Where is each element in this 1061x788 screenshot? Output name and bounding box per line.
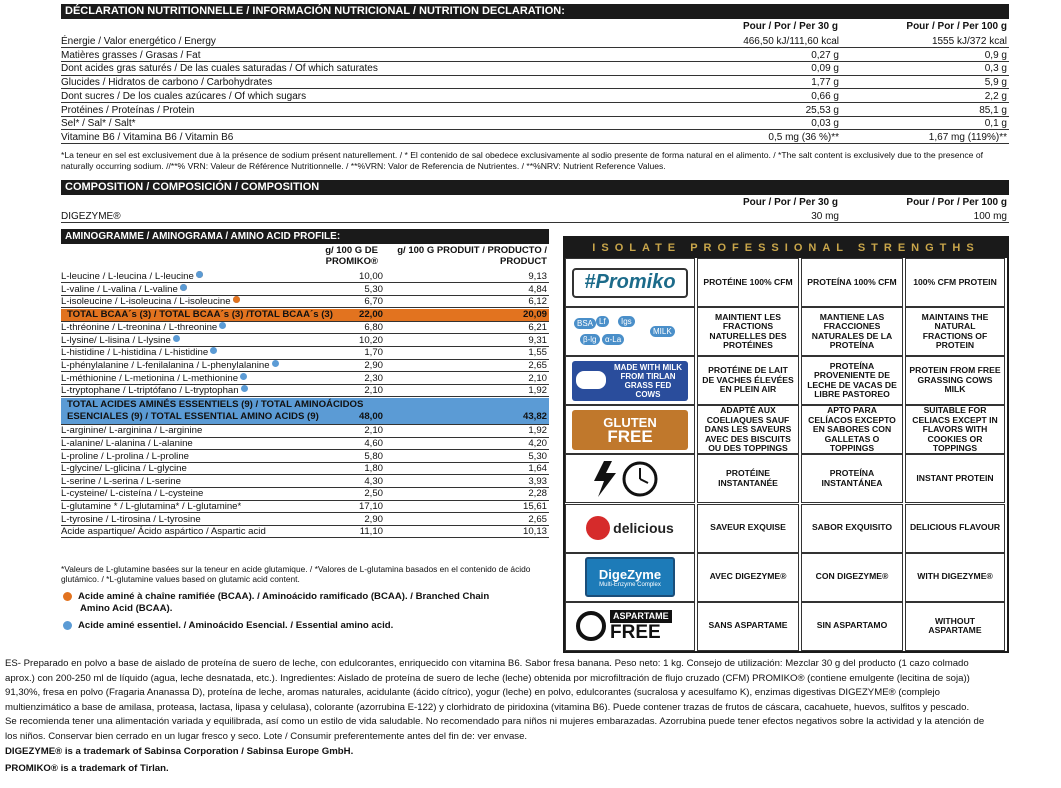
nutrition-label: Glucides / Hidratos de carbono / Carbohydrates	[61, 77, 273, 89]
description-line: los niños. Conservar bien cerrado en un lugar fresco y seco. Lote / Consumir preferentemente antes del fin de: ver envase.	[5, 730, 528, 742]
amino-label: L-alanine/ L-alanina / L-alanine	[61, 437, 193, 449]
amino-row	[61, 526, 549, 538]
red-swirl-icon	[586, 516, 610, 540]
product-description	[5, 657, 1055, 744]
amino-label: L-tryptophane / L-triptófano / L-tryptophan	[61, 385, 239, 397]
amino-value-product: 4,84	[528, 283, 547, 295]
amino-label: L-tyrosine / L-tirosina / L-tyrosine	[61, 513, 201, 525]
amino-label: L-histidine / L-histidina / L-histidine	[61, 347, 208, 359]
amino-value-product: 1,92	[528, 385, 547, 397]
amino-label: L-valine / L-valina / L-valine	[61, 284, 178, 296]
badge-digezyme	[565, 553, 695, 602]
amino-label: L-arginine/ L-arginina / L-arginine	[61, 425, 203, 437]
strength-cell: MAINTIENT LES FRACTIONS NATURELLES DES PROTÉINES	[697, 307, 799, 356]
legend-essential	[61, 620, 561, 631]
amino-label: L-leucine / L-leucina / L-leucine	[61, 271, 194, 283]
nutrition-value-100g: 1,67 mg (119%)**	[928, 131, 1007, 143]
composition-item: DIGEZYME®	[61, 211, 121, 222]
amino-row	[61, 360, 549, 372]
amino-value-promiko: 6,80	[364, 322, 383, 334]
protein-fraction-label: BSA	[574, 318, 596, 329]
amino-row	[61, 476, 549, 488]
description-line: aprox.) con 200-250 ml de líquido (agua, leche desnatada, etc.). Ingredientes: Aislado de proteína de suero de leche (leche) obtenida por microfiltración de flujo cruzado (CFM) PROMIKO® (contiene emulgente (lecitina de soja))	[5, 672, 970, 684]
protein-fraction-label: β-lg	[580, 334, 600, 345]
amino-value-product: 6,12	[528, 296, 547, 308]
orange-dot-icon	[233, 296, 240, 303]
amino-value-product: 2,65	[528, 513, 547, 525]
amino-row	[61, 335, 549, 347]
proteins-icon	[572, 312, 688, 352]
nutrition-value-30g: 0,66 g	[811, 90, 839, 102]
total-essential-v1: 48,00	[358, 410, 383, 422]
promiko-icon: #Promiko	[572, 268, 688, 298]
amino-value-promiko: 5,30	[364, 283, 383, 295]
blue-dot-icon	[240, 373, 247, 380]
aspartame-free-text: FREE	[610, 621, 661, 643]
composition-col-30: Pour / Por / Per 30 g	[742, 197, 838, 208]
amino-value-product: 1,55	[528, 347, 547, 359]
nutrition-row	[61, 35, 1009, 48]
badge-milk	[565, 356, 695, 405]
amino-value-product: 10,13	[522, 526, 547, 538]
delicious-text: delicious	[613, 520, 674, 537]
strength-cell: ADAPTÉ AUX COELIAQUES SAUF DANS LES SAVEURS AVEC DES BISCUITS OU DES TOPPINGS	[697, 405, 799, 454]
amino-value-promiko: 4,30	[364, 475, 383, 487]
nutrition-value-30g: 25,53 g	[805, 104, 839, 116]
composition-v100: 100 mg	[973, 211, 1007, 222]
strength-cell: PROTÉINE DE LAIT DE VACHES ÉLEVÉES EN PLEIN AIR	[697, 356, 799, 405]
amino-value-product: 6,21	[528, 322, 547, 334]
strength-cell: 100% CFM PROTEIN	[905, 258, 1005, 307]
amino-label: L-glycine/ L-glicina / L-glycine	[61, 463, 187, 475]
strength-cell: PROTEIN FROM FREE GRASSING COWS MILK	[905, 356, 1005, 405]
orange-dot-icon	[63, 592, 72, 601]
aspartame-icon	[572, 606, 688, 646]
nutrition-label: Dont acides gras saturés / De las cuales saturadas / Of which saturates	[61, 63, 378, 75]
amino-col2-header	[382, 245, 547, 267]
amino-value-promiko: 10,00	[358, 271, 383, 282]
nutrition-row	[61, 90, 1009, 103]
digezyme-text: DigeZyme	[598, 566, 662, 582]
nutrition-value-100g: 0,3 g	[984, 63, 1007, 75]
blue-dot-icon	[272, 360, 279, 367]
nutrition-row	[61, 131, 1009, 144]
strength-cell: INSTANT PROTEIN	[905, 454, 1005, 503]
amino-row	[61, 463, 549, 475]
badge-gluten	[565, 405, 695, 454]
nutrition-row	[61, 104, 1009, 117]
composition-row	[61, 210, 1009, 223]
strength-cell: CON DIGEZYME®	[801, 553, 903, 602]
milk-icon: MADE WITH MILK FROM TIRLAN GRASS FED COWS	[572, 361, 688, 401]
nutrition-value-30g: 0,03 g	[811, 118, 839, 130]
gluten-icon	[572, 410, 688, 450]
amino-label: L-cysteine/ L-cisteína / L-cysteine	[61, 488, 204, 500]
nutrition-value-100g: 0,9 g	[984, 49, 1007, 61]
amino-value-promiko: 5,80	[364, 450, 383, 462]
blue-dot-icon	[63, 621, 72, 630]
nutrition-value-100g: 0,1 g	[984, 118, 1007, 130]
nutrition-label: Énergie / Valor energético / Energy	[61, 36, 216, 47]
nutrition-label: Dont sucres / De los cuales azúcares / Of which sugars	[61, 90, 307, 102]
amino-label: Acide aspartique/ Ácido aspártico / Aspartic acid	[61, 526, 266, 538]
nutrition-footnote: *La teneur en sel est exclusivement due à la présence de sodium présent naturellement. / * El contenido de sal obedece exclusivamente al sodio presente de forma natural en el alimento. / *The salt content is exclusively due to the presence of naturally occurring sodium. //**% VRN: Valeur de Référence Nutritionnelle. / **%VRN: Valor de Referencia de Nutrientes. / **%NRV: Nutrient Reference Values.	[61, 150, 983, 171]
aspartame-text-box	[610, 610, 672, 643]
amino-value-product: 1,64	[528, 463, 547, 475]
strength-cell: DELICIOUS FLAVOUR	[905, 504, 1005, 553]
amino-value-promiko: 1,80	[364, 463, 383, 475]
amino-row	[61, 385, 549, 397]
total-essential-label	[67, 399, 363, 424]
nutrition-title: DÉCLARATION NUTRITIONNELLE / INFORMACIÓN NUTRICIONAL / NUTRITION DECLARATION:	[61, 4, 1009, 19]
strength-cell: PROTÉINE 100% CFM	[697, 258, 799, 307]
digezyme-icon	[585, 557, 675, 597]
strength-cell: SANS ASPARTAME	[697, 602, 799, 651]
nutrition-value-30g: 1,77 g	[811, 77, 839, 89]
amino-value-promiko: 6,70	[364, 296, 383, 308]
no-symbol-icon	[576, 611, 606, 641]
nutrition-col-30: Pour / Por / Per 30 g	[742, 21, 838, 32]
amino-value-promiko: 2,10	[364, 385, 383, 397]
amino-value-product: 5,30	[528, 450, 547, 462]
protein-fraction-label: Lf	[596, 316, 609, 327]
protein-fraction-label: Igs	[618, 316, 635, 327]
strength-cell: WITHOUT ASPARTAME	[905, 602, 1005, 651]
digezyme-sub: Multi-Enzyme Complex	[599, 581, 661, 588]
description-line: Se recomienda tener una alimentación variada y equilibrada, así como un estilo de vida saludable. No recomendado para niños ni mujeres embarazadas. Azorrubina puede tener efectos negativos sobre la actividad y la atención de	[5, 716, 985, 727]
amino-value-promiko: 2,90	[364, 513, 383, 525]
nutrition-row	[61, 76, 1009, 89]
nutrition-label: Sel* / Sal* / Salt*	[61, 118, 136, 130]
amino-value-product: 9,31	[528, 334, 547, 346]
strength-cell: APTO PARA CELÍACOS EXCEPTO EN SABORES CON GALLETAS O TOPPINGS	[801, 405, 903, 454]
total-essential-v2: 43,82	[522, 410, 547, 422]
nutrition-label: Vitamine B6 / Vitamina B6 / Vitamin B6	[61, 131, 234, 143]
nutrition-value-30g: 0,5 mg (36 %)**	[768, 131, 839, 143]
amino-row	[61, 284, 549, 296]
nutrition-value-100g: 1555 kJ/372 kcal	[931, 36, 1007, 47]
total-bcaa-label: TOTAL BCAA´s (3) / TOTAL BCAA´s (3) /TOTAL BCAA´s (3)	[67, 308, 333, 320]
amino-value-promiko: 2,30	[364, 372, 383, 384]
composition-v30: 30 mg	[811, 211, 839, 222]
amino-value-product: 9,13	[528, 271, 547, 282]
amino-col1-line2: PROMIKO®	[325, 256, 378, 267]
amino-row	[61, 438, 549, 450]
amino-label: L-isoleucine / L-isoleucina / L-isoleucine	[61, 296, 231, 308]
amino-value-promiko: 11,10	[359, 526, 383, 538]
nutrition-value-30g: 0,27 g	[811, 49, 839, 61]
strengths-title: ISOLATE PROFESSIONAL STRENGTHS	[565, 238, 1007, 258]
amino-row	[61, 271, 549, 283]
amino-value-product: 15,61	[522, 500, 547, 512]
amino-value-product: 2,10	[528, 372, 547, 384]
amino-label: L-proline / L-prolina / L-proline	[61, 450, 189, 462]
protein-fraction-label: MILK	[650, 326, 675, 337]
trademark-promiko: PROMIKO® is a trademark of Tirlan.	[5, 763, 169, 774]
amino-value-product: 2,65	[528, 360, 547, 371]
amino-col2-line1: g/ 100 G PRODUIT / PRODUCTO /	[397, 245, 547, 256]
protein-fraction-label: α-La	[602, 334, 624, 345]
trademark-digezyme: DIGEZYME® is a trademark of Sabinsa Corporation / Sabinsa Europe GmbH.	[5, 746, 354, 757]
nutrition-value-100g: 85,1 g	[979, 104, 1007, 116]
amino-row	[61, 451, 549, 463]
strength-cell: MAINTAINS THE NATURAL FRACTIONS OF PROTEIN	[905, 307, 1005, 356]
blue-dot-icon	[219, 322, 226, 329]
nutrition-row	[61, 117, 1009, 130]
strength-cell: PROTEÍNA 100% CFM	[801, 258, 903, 307]
blue-dot-icon	[210, 347, 217, 354]
amino-row	[61, 488, 549, 500]
amino-label: L-thréonine / L-treonina / L-threonine	[61, 322, 217, 334]
amino-title: AMINOGRAMME / AMINOGRAMA / AMINO ACID PROFILE:	[61, 229, 549, 244]
amino-value-product: 2,28	[528, 488, 547, 500]
amino-col1-header	[290, 245, 378, 267]
blue-dot-icon	[196, 271, 203, 278]
composition-title: COMPOSITION / COMPOSICIÓN / COMPOSITION	[61, 180, 1009, 195]
badge-delicious	[565, 504, 695, 553]
strength-cell: MANTIENE LAS FRACCIONES NATURALES DE LA PROTEÍNA	[801, 307, 903, 356]
amino-row	[61, 514, 549, 526]
delicious-icon	[572, 508, 688, 548]
blue-dot-icon	[241, 385, 248, 392]
amino-value-promiko: 2,50	[364, 488, 383, 500]
strength-cell: PROTEÍNA INSTANTÁNEA	[801, 454, 903, 503]
amino-value-promiko: 4,60	[364, 437, 383, 449]
amino-row	[61, 501, 549, 513]
total-bcaa-row	[61, 309, 549, 322]
amino-label: L-serine / L-serina / L-serine	[61, 475, 181, 487]
amino-value-promiko: 17,10	[358, 500, 383, 512]
amino-col1-line1: g/ 100 G DE	[325, 245, 378, 256]
instant-icon	[572, 459, 688, 499]
amino-label: L-méthionine / L-metionina / L-methionine	[61, 373, 238, 385]
strength-cell: AVEC DIGEZYME®	[697, 553, 799, 602]
nutrition-row	[61, 62, 1009, 75]
description-line: multienzimático a base de amilasa, proteasa, lactasa, lipasa y celulasa), colorante (azorrubina E-122) y clorhidrato de piridoxina (vitamina B6). Puede contener trazas de frutos de cáscara, cacahuete, huevos, sulfitos y pescado.	[5, 701, 970, 713]
strength-cell: PROTEÍNA PROVENIENTE DE LECHE DE VACAS DE LIBRE PASTOREO	[801, 356, 903, 405]
amino-value-promiko: 2,90	[364, 360, 383, 371]
amino-footnote: *Valeurs de L-glutamine basées sur la teneur en acide glutamique. / *Valores de L-glutamina basados en el contenido de ácido glutámico. / *L-glutamine values based on glutamic acid content.	[61, 564, 531, 584]
blue-dot-icon	[180, 284, 187, 291]
nutrition-value-100g: 5,9 g	[984, 77, 1007, 89]
amino-value-product: 4,20	[528, 437, 547, 449]
nutrition-label: Protéines / Proteínas / Protein	[61, 104, 195, 116]
nutrition-col-100: Pour / Por / Per 100 g	[906, 21, 1007, 32]
amino-value-product: 1,92	[528, 425, 547, 437]
strength-cell: WITH DIGEZYME®	[905, 553, 1005, 602]
legend-bcaa-text: Acide aminé à chaîne ramifiée (BCAA). / Aminoácido ramificado (BCAA). / Branched Chain	[78, 591, 490, 602]
badge-aspartame	[565, 602, 695, 651]
strength-cell: SIN ASPARTAMO	[801, 602, 903, 651]
amino-row	[61, 425, 549, 437]
legend-bcaa	[61, 591, 561, 615]
free-text: FREE	[607, 426, 653, 446]
nutrition-value-30g: 466,50 kJ/111,60 kcal	[743, 36, 839, 47]
total-essential-line1: TOTAL ACIDES AMINÉS ESSENTIELS (9) / TOTAL AMINOÁCIDOS	[67, 398, 364, 410]
aspartame-text: ASPARTAME	[610, 610, 672, 623]
badge-promiko	[565, 258, 695, 307]
amino-label: L-glutamine * / L-glutamina* / L-glutamine*	[61, 500, 242, 512]
strength-cell: PROTÉINE INSTANTANÉE	[697, 454, 799, 503]
blue-dot-icon	[173, 335, 180, 342]
nutrition-value-100g: 2,2 g	[984, 90, 1007, 102]
nutrition-label: Matières grasses / Grasas / Fat	[61, 49, 201, 61]
nutrition-value-30g: 0,09 g	[811, 63, 839, 75]
cow-icon	[576, 371, 606, 389]
amino-label: L-lysine/ L-lisina / L-lysine	[61, 335, 171, 347]
amino-value-product: 3,93	[528, 475, 547, 487]
amino-row	[61, 296, 549, 308]
amino-row	[61, 347, 549, 359]
lightning-clock-icon	[590, 459, 670, 499]
badge-instant	[565, 454, 695, 503]
strength-cell: SABOR EXQUISITO	[801, 504, 903, 553]
strength-cell: SAVEUR EXQUISE	[697, 504, 799, 553]
total-essential-line2: ESENCIALES (9) / TOTAL ESSENTIAL AMINO ACIDS (9)	[67, 411, 319, 423]
amino-value-promiko: 10,20	[358, 334, 383, 346]
legend-essential-text: Acide aminé essentiel. / Aminoácido Esencial. / Essential amino acid.	[78, 620, 394, 631]
amino-row	[61, 373, 549, 385]
total-essential-row	[61, 398, 549, 425]
description-line: 91,30%, fresa en polvo (Fragaria Ananassa D), proteína de leche, aromas naturales, acidulante (ácido cítrico), yogur (leche) en polvo, edulcorantes (sucralosa y acesulfamo K), enzimas digestivas DIGEZYME® (complejo	[5, 687, 940, 698]
amino-row	[61, 322, 549, 334]
description-line: ES- Preparado en polvo a base de aislado de proteína de suero de leche, con edulcorantes, enriquecido con vitamina B6. Sabor fresa banana. Peso neto: 1 kg. Consejo de utilización: Mezclar 30 g del producto (1 cazo colmado	[5, 658, 969, 669]
amino-value-promiko: 1,70	[364, 347, 383, 359]
total-bcaa-v2: 20,09	[522, 308, 547, 320]
strength-cell: SUITABLE FOR CELIACS EXCEPT IN FLAVORS WITH COOKIES OR TOPPINGS	[905, 405, 1005, 454]
badge-proteins	[565, 307, 695, 356]
total-bcaa-v1: 22,00	[358, 308, 383, 320]
legend-bcaa-text2: Amino Acid (BCAA).	[80, 603, 173, 614]
composition-col-100: Pour / Por / Per 100 g	[906, 197, 1007, 208]
amino-label: L-phénylalanine / L-fenilalanina / L-phenylalanine	[61, 360, 270, 372]
gluten-text: GLUTEN	[603, 414, 657, 430]
amino-col2-line2: PRODUCT	[500, 256, 547, 267]
amino-value-promiko: 2,10	[364, 425, 383, 437]
nutrition-row	[61, 49, 1009, 62]
